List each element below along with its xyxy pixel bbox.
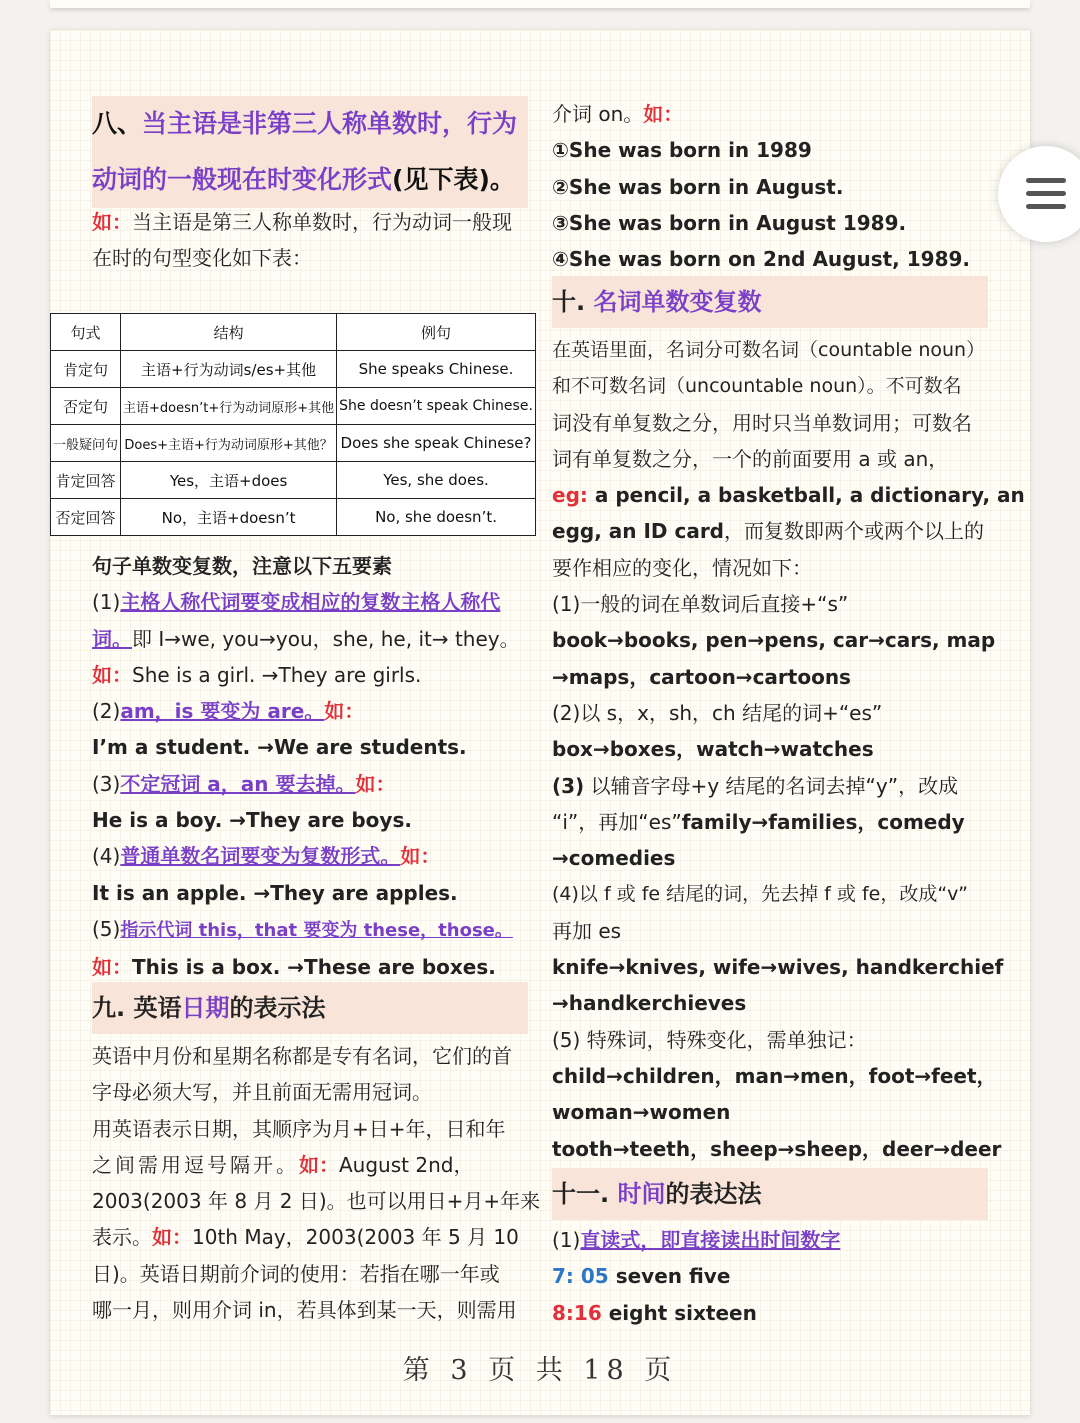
heading-text: 九. 英语 [92,994,182,1022]
rule-text: 以辅音字母+y 结尾的名词去掉“y”，改成 [590,773,959,798]
rule-text: (5) 特殊词，特殊变化，需单独记： [552,1027,867,1052]
table-cell: 肯定句 [51,351,121,388]
hamburger-icon [1026,178,1066,183]
date-example: ①She was born in 1989 [552,138,812,163]
example-text: tooth→teeth，sheep→sheep，deer→deer [552,1136,1002,1161]
rule-text: “i”，再加“es” [552,809,682,834]
example-marker: eg: [552,483,588,508]
date-example: ②She was born in August. [552,174,844,199]
time-value: 8:16 [552,1300,602,1325]
rule-number: (4) [92,844,121,869]
heading-text: 日期 [181,994,230,1022]
example-text: This is a box. →These are boxes. [132,955,496,980]
paragraph-line: 和不可数名词（uncountable noun）。不可数名 [552,375,962,398]
section-8-heading [92,96,528,208]
section-10-heading [552,276,988,328]
example-text: seven five [615,1264,731,1289]
heading-text: (见下表)。 [392,165,515,194]
paragraph-line: ，而复数即两个或两个以上的 [724,519,984,544]
rule-text: 主格人称代词要变成相应的复数主格人称代 [120,590,501,615]
example-text: I’m a student. →We are students. [92,735,467,760]
page-footer: 第 3 页 共 18 页 [402,1355,678,1386]
rule-number: (2) [92,699,121,724]
paragraph-line: 字母必须大写，并且前面无需用冠词。 [92,1080,432,1105]
table-row [51,499,536,536]
example-text: a pencil, a basketball, a dictionary, an [594,483,1025,508]
example-marker: 如： [152,1225,192,1250]
section-9-heading [92,982,528,1034]
date-example: ④She was born on 2nd August, 1989. [552,247,970,272]
example-text: knife→knives, wife→wives, handkerchief [552,955,1004,980]
rule-text: 再加 es [552,918,622,943]
section-8-intro [92,204,528,277]
heading-text: 当主语是非第三人称单数时，行为 [142,109,518,138]
rule-text: (4)以 f 或 fe 结尾的词，先去掉 f 或 fe，改成“v” [552,883,968,906]
paragraph-line: 词没有单复数之分，用时只当单数词用；可数名 [552,410,972,435]
example-text: →handkerchieves [552,991,747,1016]
example-text: He is a boy. →They are boys. [92,808,412,833]
section-11-body [552,1222,1000,1331]
paragraph-line: 介词 on。 [552,102,644,126]
example-text: 10th May，2003(2003 年 5 月 10 [192,1225,519,1250]
example-text: eight sixteen [608,1300,757,1325]
rule-number: (3) [92,771,121,796]
paragraph-line: 2003(2003 年 8 月 2 日)。也可以用日+月+年来 [92,1189,541,1214]
paragraph-line: 用英语表示日期，其顺序为月+日+年，日和年 [92,1116,506,1141]
example-marker: 如： [643,102,684,126]
rule-number: (1) [92,590,121,615]
example-marker: 如： [92,955,132,980]
rule-detail: 即 I→we, you→you，she, he, it→ they。 [132,626,520,651]
table-cell: Yes，主语+does [121,462,337,499]
rule-number: (3) [552,773,585,798]
example-text: child→children，man→men，foot→feet， [552,1063,997,1088]
example-marker: 如： [299,1152,339,1177]
table-cell: 否定句 [51,388,121,425]
rule-text: 不定冠词 a，an 要去掉。 [120,771,356,796]
table-cell: Yes, she does. [337,462,536,499]
table-cell: 肯定回答 [51,462,121,499]
paragraph-line: 英语中月份和星期名称都是专有名词，它们的首 [92,1044,512,1068]
intro-text: 在时的句型变化如下表： [92,246,312,271]
paragraph-line: 哪一月，则用介词 in，若具体到某一天，则需用 [92,1298,517,1323]
heading-text: 十一. [552,1180,618,1208]
table-cell: No, she doesn’t. [337,499,536,536]
example-text: →comedies [552,846,676,871]
example-marker: 如： [355,771,396,796]
table-cell: She speaks Chinese. [337,351,536,388]
rule-text: (1)一般的词在单数词后直接+“s” [552,592,849,617]
example-marker: 如： [92,210,132,234]
table-cell: Does+主语+行为动词原形+其他？ [121,425,337,462]
example-text: August 2nd， [339,1152,474,1177]
section-11-heading [552,1168,988,1220]
hamburger-icon [1026,191,1066,196]
table-cell: Does she speak Chinese? [337,425,536,462]
table-cell: 否定回答 [51,499,121,536]
table-cell: 一般疑问句 [51,425,121,462]
example-marker: 如： [400,844,441,869]
rule-text: 直读式，即直接读出时间数字 [580,1228,841,1252]
table-cell: 主语+doesn’t+行为动词原形+其他 [121,388,337,425]
paragraph-line: 要作相应的变化，情况如下： [552,555,812,580]
example-text: egg, an ID card [552,519,724,544]
plural-rules [92,548,528,986]
example-marker: 如： [324,699,365,724]
table-row [51,351,536,388]
table-cell: No，主语+doesn’t [121,499,337,536]
section-number: 八、 [92,109,143,138]
rule-number: (5) [92,916,121,941]
table-header-row [51,314,536,351]
heading-text: 的表达法 [665,1180,762,1208]
intro-text: 当主语是第三人称单数时，行为动词一般现 [132,210,512,234]
table-cell: She doesn’t speak Chinese. [337,388,536,425]
example-marker: 如： [92,662,132,687]
paragraph-line: 之间需用逗号隔开。 [92,1152,299,1177]
example-text: box→boxes，watch→watches [552,737,874,762]
right-column-top [552,96,1000,277]
rule-text: 词。 [92,626,132,651]
paragraph-line: 词有单复数之分，一个的前面要用 a 或 an， [552,446,949,471]
rule-text: am，is 要变为 are。 [120,699,325,724]
paragraph-line: 日)。英语日期前介词的使用：若指在哪一年或 [92,1261,500,1286]
rule-text: 普通单数名词要变为复数形式。 [120,844,401,869]
table-header-cell: 结构 [121,314,337,351]
rules-title: 句子单数变复数，注意以下五要素 [92,554,392,578]
time-value: 7: 05 [552,1264,609,1289]
table-header-cell: 句式 [51,314,121,351]
heading-text: 动词的一般现在时变化形式 [92,165,393,194]
section-10-body [552,332,1025,1167]
table-header-cell: 例句 [337,314,536,351]
heading-text: 十. [552,288,594,316]
paragraph-line: 在英语里面，名词分可数名词（countable noun） [552,339,986,361]
table-cell: 主语+行为动词s/es+其他 [121,351,337,388]
paragraph-line: 表示。 [92,1225,152,1250]
heading-text: 名词单数变复数 [593,288,762,316]
section-9-body [92,1038,541,1328]
document-page [50,30,1030,1415]
table-row [51,462,536,499]
previous-page-edge [50,0,1030,8]
date-example: ③She was born in August 1989. [552,210,907,235]
example-text: book→books, pen→pens, car→cars, map [552,628,996,653]
example-text: She is a girl. →They are girls. [132,662,422,687]
heading-text: 时间 [617,1180,666,1208]
table-row [51,388,536,425]
example-text: →maps，cartoon→cartoons [552,664,851,689]
heading-text: 的表示法 [229,994,326,1022]
example-text: woman→women [552,1100,731,1125]
rule-text: 指示代词 this，that 要变为 these，those。 [120,919,513,941]
example-text: It is an apple. →They are apples. [92,880,458,905]
rule-text: (2)以 s，x，sh，ch 结尾的词+“es” [552,700,883,725]
hamburger-icon [1026,204,1066,209]
example-text: family→families，comedy [681,809,965,834]
rule-number: (1) [552,1228,581,1252]
sentence-pattern-table [50,313,536,536]
table-row [51,425,536,462]
